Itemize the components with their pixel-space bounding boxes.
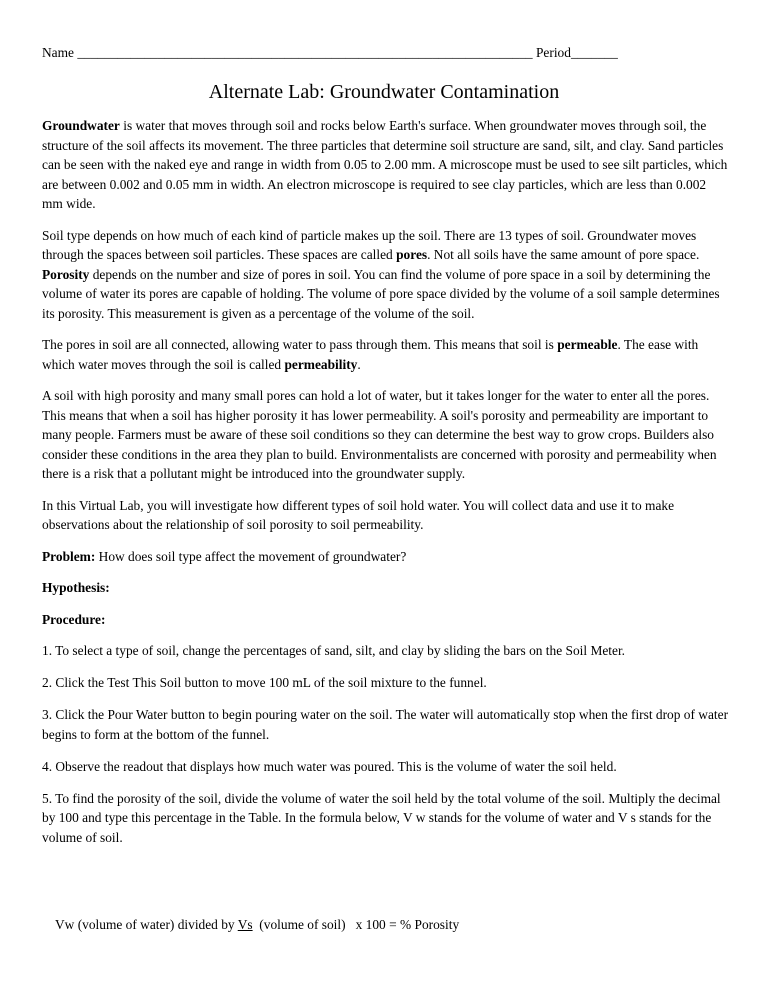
paragraph-virtual-lab: In this Virtual Lab, you will investigate how different types of soil hold water. You will collect data and use it to make observations about the relationship of soil porosity to soil permeability. xyxy=(42,497,675,532)
paragraph-groundwater xyxy=(42,116,730,214)
formula-part2: (volume of soil) x 100 = % Porosity xyxy=(252,917,460,932)
name-period-line xyxy=(42,43,732,63)
formula-part1: Vw (volume of water) divided by xyxy=(55,917,238,932)
paragraph-permeable xyxy=(42,335,730,374)
procedure-step: 1. To select a type of soil, change the percentages of sand, silt, and clay by sliding the bars on the Soil Meter. xyxy=(42,643,626,658)
term-permeability: permeability xyxy=(284,356,358,372)
term-groundwater: Groundwater xyxy=(42,118,120,133)
paragraph-text: The pores in soil are all connected, allowing water to pass through them. This means that soil is xyxy=(42,337,558,352)
term-pores: pores xyxy=(396,247,428,262)
paragraph-text: . Not all soils have the same amount of pore space. xyxy=(427,247,700,262)
document-body xyxy=(42,116,730,860)
paragraph-text: Soil type depends on how much of each kind of particle makes up the soil. There are 13 types of soil. Groundwater moves through the spaces between soil particles. These spaces are called xyxy=(42,227,697,262)
procedure-step: 2. Click the Test This Soil button to move 100 mL of the soil mixture to the funnel. xyxy=(42,675,487,690)
paragraph-text: . The ease with which water moves through the soil is called xyxy=(42,337,699,372)
page-title: Alternate Lab: Groundwater Contamination xyxy=(208,81,560,103)
problem-statement xyxy=(42,547,730,567)
problem-label: Problem: xyxy=(42,548,96,564)
problem-text: How does soil type affect the movement of groundwater? xyxy=(95,548,407,564)
porosity-formula xyxy=(55,915,459,935)
paragraph-text: is water that moves through soil and rocks below Earth's surface. When groundwater moves through soil, the structure of the soil affects its movement. The three particles that determine soil structure are sand, silt, and clay. Sand particles can be seen with the naked eye and range in width from 0.05 to 2.00 mm. A microscope must be used to see silt particles, which are between 0.002 and 0.05 mm in width. An electron microscope is required to see clay particles, which are less than 0.002 mm wide. xyxy=(42,118,728,211)
procedure-heading xyxy=(42,610,730,630)
procedure-step: 3. Click the Pour Water button to begin pouring water on the soil. The water will automatically stop when the first drop of water begins to form at the bottom of the funnel. xyxy=(42,707,729,742)
name-label: Name xyxy=(42,45,74,60)
hypothesis-label: Hypothesis: xyxy=(42,580,110,595)
paragraph-text: depends on the number and size of pores in soil. You can find the volume of pore space in a soil by determining the volume of water its pores are capable of holding. The volume of pore space divided by the volume of a soil sample determines its porosity. This measurement is given as a percentage of the volume of the soil. xyxy=(42,266,720,321)
procedure-step: 4. Observe the readout that displays how much water was poured. This is the volume of water the soil held. xyxy=(42,758,617,774)
name-blank[interactable]: ____________________________________________________________________ xyxy=(77,45,533,60)
procedure-step: 5. To find the porosity of the soil, divide the volume of water the soil held by the total volume of the soil. Multiply the decimal by 100 and type this percentage in the Table. In the formula below, V w stands for the volume of water and V s stands for the volume of soil. xyxy=(42,790,721,845)
period-label: Period xyxy=(535,45,571,60)
hypothesis-heading xyxy=(42,578,730,598)
paragraph-high-porosity: A soil with high porosity and many small pores can hold a lot of water, but it takes longer for the water to enter all the pores. This means that when a soil has higher porosity it has lower permeability. A soil's porosity and permeability are important to many people. Farmers must be aware of these soil conditions so they can determine the best way to grow crops. Builders also consider these conditions in the area they plan to build. Environmentalists are concerned with porosity and permeability when there is a risk that a pollutant might be introduced into the groundwater supply. xyxy=(42,388,717,481)
paragraph-text: . xyxy=(357,356,361,372)
period-blank[interactable]: _______ xyxy=(570,45,618,60)
term-porosity: Porosity xyxy=(42,266,90,282)
procedure-label: Procedure: xyxy=(42,611,106,627)
term-permeable: permeable xyxy=(557,337,618,352)
formula-vs: Vs xyxy=(237,917,253,932)
paragraph-soil-type xyxy=(42,226,730,324)
